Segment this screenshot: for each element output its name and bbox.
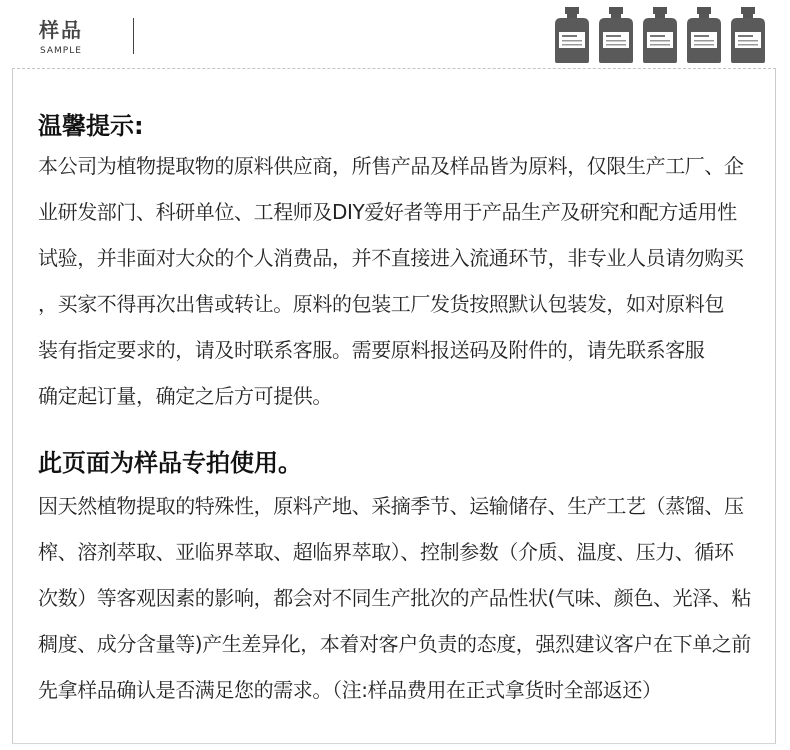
notice-line: 试验，并非面对大众的个人消费品，并不直接进入流通环节，非专业人员请勿购买 <box>38 246 744 270</box>
sample-section-heading: 此页面为样品专拍使用。 <box>38 449 302 477</box>
notice-line: 业研发部门、科研单位、工程师及DIY爱好者等用于产品生产及研究和配方适用性 <box>38 200 737 224</box>
sample-bottle-icon <box>728 6 768 64</box>
header-divider <box>133 18 134 54</box>
header-subtitle: SAMPLE <box>40 46 82 56</box>
notice-line: ，买家不得再次出售或转让。原料的包装工厂发货按照默认包装发，如对原料包 <box>38 292 724 316</box>
bottle-row <box>552 6 777 64</box>
sample-bottle-icon <box>640 6 680 64</box>
sample-line: 次数）等客观因素的影响，都会对不同生产批次的产品性状(气味、颜色、光泽、粘 <box>38 586 752 610</box>
notice-heading: 温馨提示: <box>38 112 144 140</box>
header-title: 样品 <box>39 18 83 42</box>
notice-line: 装有指定要求的，请及时联系客服。需要原料报送码及附件的，请先联系客服 <box>38 338 705 362</box>
notice-paragraph <box>38 151 766 427</box>
sample-line: 稠度、成分含量等)产生差异化，本着对客户负责的态度，强烈建议客户在下单之前 <box>38 632 752 656</box>
sample-bottle-icon <box>596 6 636 64</box>
sample-line: 先拿样品确认是否满足您的需求。（注:样品费用在正式拿货时全部返还） <box>38 678 662 702</box>
sample-bottle-icon <box>552 6 592 64</box>
sample-line: 榨、溶剂萃取、亚临界萃取、超临界萃取）、控制参数（介质、温度、压力、循环 <box>38 540 734 564</box>
notice-line: 确定起订量，确定之后方可提供。 <box>38 384 332 408</box>
sample-line: 因天然植物提取的特殊性，原料产地、采摘季节、运输储存、生产工艺（蒸馏、压 <box>38 494 744 518</box>
sample-bottle-icon <box>684 6 724 64</box>
sample-paragraph <box>38 491 766 721</box>
notice-line: 本公司为植物提取物的原料供应商，所售产品及样品皆为原料，仅限生产工厂、企 <box>38 154 744 178</box>
